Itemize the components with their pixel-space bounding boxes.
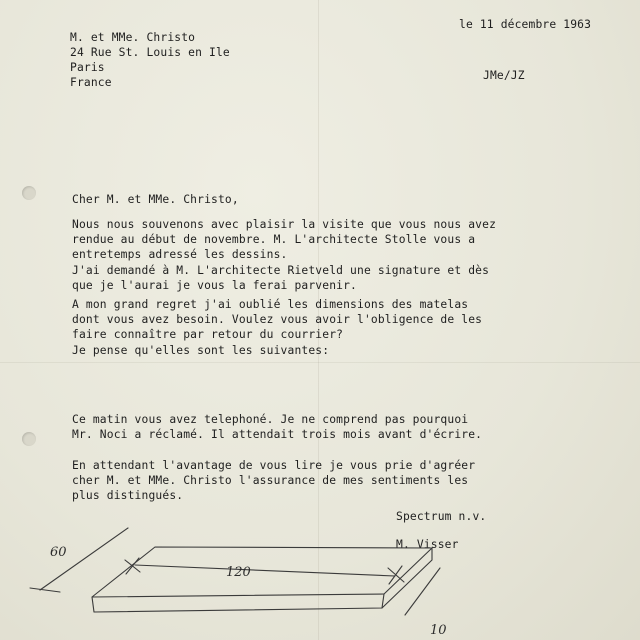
sender-company: Spectrum n.v.: [396, 510, 487, 523]
dimension-mark: [388, 566, 404, 584]
sketch-label-width: 60: [50, 545, 67, 560]
body-line: rendue au début de novembre. M. L'architecte Stolle vous a: [72, 233, 476, 247]
sketch-outline-edge: [382, 548, 432, 608]
body-line: Mr. Noci a réclamé. Il attendait trois mois avant d'écrire.: [72, 428, 483, 442]
letter-date: le 11 décembre 1963: [459, 18, 592, 31]
address-line: France: [70, 76, 112, 89]
sketch-label-length: 120: [226, 565, 251, 580]
body-line: plus distingués.: [72, 489, 184, 503]
body-line: En attendant l'avantage de vous lire je vous prie d'agréer: [72, 459, 476, 472]
salutation: Cher M. et MMe. Christo,: [72, 193, 239, 206]
body-line: A mon grand regret j'ai oublié les dimensions des matelas: [72, 298, 469, 311]
sketch-label-depth: 10: [430, 623, 447, 638]
body-line: que je l'aurai je vous la ferai parvenir.: [72, 278, 358, 292]
body-line: dont vous avez besoin. Voulez vous avoir l'obligence de les: [72, 313, 483, 327]
address-line: Paris: [70, 61, 105, 74]
reference-code: JMe/JZ: [483, 69, 525, 82]
dimension-line-10: [405, 568, 440, 615]
tick-line: [30, 588, 60, 592]
dimension-line-120: [135, 565, 395, 576]
body-line: Je pense qu'elles sont les suivantes:: [72, 343, 330, 357]
sketch-outline-top: [92, 547, 432, 597]
sender-name: M. Visser: [396, 538, 459, 551]
body-line: cher M. et MMe. Christo l'assurance de mes sentiments les: [72, 474, 469, 488]
body-line: Nous nous souvenons avec plaisir la visite que vous nous avez: [72, 218, 497, 231]
body-line: Ce matin vous avez telephoné. Je ne comprend pas pourquoi: [72, 413, 469, 426]
dimension-mark: [125, 558, 140, 574]
address-line: M. et MMe. Christo: [70, 31, 196, 44]
body-line: entretemps adressé les dessins.: [72, 248, 288, 262]
address-line: 24 Rue St. Louis en Ile: [70, 46, 230, 59]
body-line: faire connaître par retour du courrier?: [72, 328, 344, 342]
body-line: J'ai demandé à M. L'architecte Rietveld une signature et dès: [72, 263, 490, 277]
